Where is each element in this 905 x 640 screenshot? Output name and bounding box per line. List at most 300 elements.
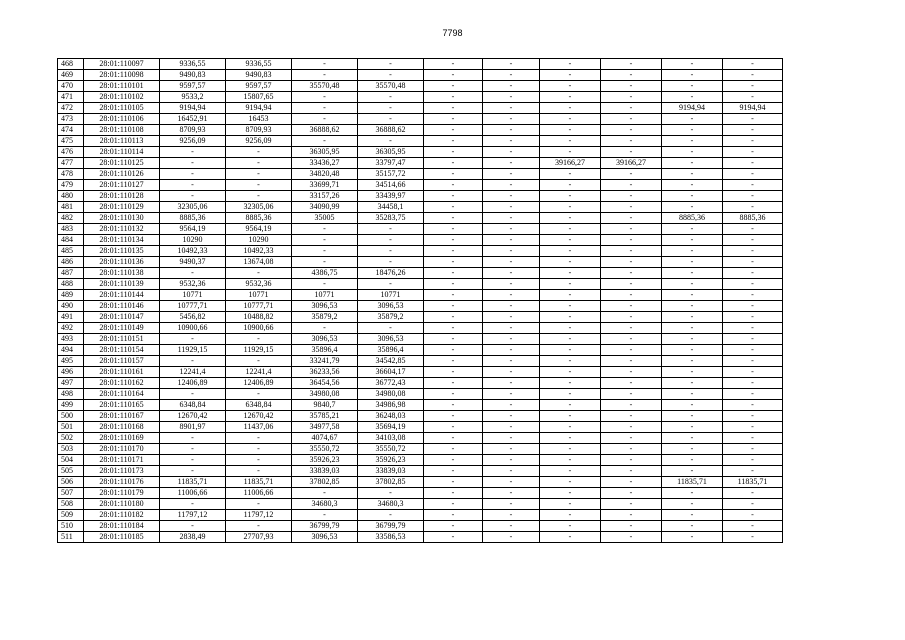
table-cell: 27707,93 <box>226 532 292 543</box>
table-cell: - <box>662 400 723 411</box>
table-cell: - <box>160 389 226 400</box>
table-cell: 37802,85 <box>292 477 358 488</box>
table-cell: - <box>483 521 540 532</box>
table-row <box>58 147 783 158</box>
table-cell: - <box>662 59 723 70</box>
table-cell: - <box>483 323 540 334</box>
table-cell: 10771 <box>226 290 292 301</box>
table-cell: - <box>540 323 601 334</box>
table-cell: - <box>540 455 601 466</box>
table-cell: - <box>601 356 662 367</box>
table-row <box>58 323 783 334</box>
table-cell: - <box>723 59 783 70</box>
table-cell: - <box>601 125 662 136</box>
table-cell: - <box>662 488 723 499</box>
table-cell: 11835,71 <box>226 477 292 488</box>
table-cell: - <box>540 488 601 499</box>
table-cell: 28:01:110138 <box>84 268 160 279</box>
table-cell: - <box>723 367 783 378</box>
table-cell: - <box>424 59 483 70</box>
table-cell: - <box>662 378 723 389</box>
table-cell: - <box>540 147 601 158</box>
table-cell: - <box>358 92 424 103</box>
table-cell: - <box>723 70 783 81</box>
table-cell: 10777,71 <box>160 301 226 312</box>
table-cell: - <box>601 290 662 301</box>
table-cell: - <box>358 235 424 246</box>
table-cell: 9336,55 <box>160 59 226 70</box>
table-cell: 2838,49 <box>160 532 226 543</box>
table-cell: - <box>483 532 540 543</box>
table-cell: - <box>540 268 601 279</box>
table-cell: 507 <box>58 488 84 499</box>
table-cell: - <box>292 136 358 147</box>
table-cell: - <box>483 246 540 257</box>
table-cell: 28:01:110098 <box>84 70 160 81</box>
table-cell: - <box>540 169 601 180</box>
table-cell: 494 <box>58 345 84 356</box>
table-cell: 28:01:110182 <box>84 510 160 521</box>
table-cell: - <box>601 378 662 389</box>
table-cell: 28:01:110147 <box>84 312 160 323</box>
table-cell: - <box>723 466 783 477</box>
table-cell: 28:01:110162 <box>84 378 160 389</box>
table-cell: - <box>540 499 601 510</box>
table-cell: 18476,26 <box>358 268 424 279</box>
table-cell: - <box>540 257 601 268</box>
table-cell: 11797,12 <box>226 510 292 521</box>
table-cell: - <box>483 301 540 312</box>
table-cell: - <box>723 158 783 169</box>
table-cell: - <box>601 169 662 180</box>
table-cell: - <box>662 257 723 268</box>
table-cell: - <box>483 499 540 510</box>
table-cell: - <box>424 488 483 499</box>
table-cell: - <box>601 521 662 532</box>
table-cell: - <box>358 114 424 125</box>
table-cell: 28:01:110161 <box>84 367 160 378</box>
table-cell: - <box>601 301 662 312</box>
table-cell: 28:01:110097 <box>84 59 160 70</box>
table-cell: - <box>601 59 662 70</box>
table-cell: - <box>226 455 292 466</box>
table-cell: 34680,3 <box>358 499 424 510</box>
table-cell: 8709,93 <box>226 125 292 136</box>
table-cell: 34980,08 <box>358 389 424 400</box>
table-cell: - <box>723 147 783 158</box>
table-cell: - <box>540 246 601 257</box>
table-cell: 36799,79 <box>292 521 358 532</box>
table-cell: - <box>662 202 723 213</box>
table-cell: - <box>160 147 226 158</box>
table-cell: - <box>483 411 540 422</box>
table-cell: 9597,57 <box>226 81 292 92</box>
table-cell: - <box>540 103 601 114</box>
table-cell: 479 <box>58 180 84 191</box>
table-cell: 482 <box>58 213 84 224</box>
table-cell: 476 <box>58 147 84 158</box>
table-cell: - <box>601 279 662 290</box>
table-cell: - <box>226 180 292 191</box>
table-cell: - <box>424 378 483 389</box>
table-cell: 28:01:110114 <box>84 147 160 158</box>
table-cell: - <box>662 444 723 455</box>
table-cell: - <box>662 312 723 323</box>
table-cell: - <box>662 521 723 532</box>
table-cell: - <box>723 268 783 279</box>
table-cell: - <box>226 268 292 279</box>
table-cell: 28:01:110132 <box>84 224 160 235</box>
table-cell: - <box>662 235 723 246</box>
table-cell: 35694,19 <box>358 422 424 433</box>
table-cell: 32305,06 <box>226 202 292 213</box>
table-cell: - <box>292 246 358 257</box>
table-cell: 28:01:110106 <box>84 114 160 125</box>
table-cell: - <box>601 180 662 191</box>
table-cell: - <box>424 455 483 466</box>
table-cell: - <box>540 367 601 378</box>
table-cell: - <box>723 169 783 180</box>
table-cell: 33241,79 <box>292 356 358 367</box>
table-cell: 504 <box>58 455 84 466</box>
table-cell: 9256,09 <box>226 136 292 147</box>
table-cell: 503 <box>58 444 84 455</box>
table-cell: - <box>483 367 540 378</box>
table-row <box>58 455 783 466</box>
table-row <box>58 488 783 499</box>
table-cell: - <box>292 257 358 268</box>
table-cell: - <box>292 510 358 521</box>
table-cell: - <box>483 279 540 290</box>
table-cell: 28:01:110164 <box>84 389 160 400</box>
table-cell: - <box>483 213 540 224</box>
table-cell: 8885,36 <box>160 213 226 224</box>
table-cell: - <box>723 136 783 147</box>
table-cell: - <box>424 356 483 367</box>
table-cell: 12670,42 <box>226 411 292 422</box>
table-cell: - <box>358 70 424 81</box>
table-cell: 12670,42 <box>160 411 226 422</box>
table-cell: 9564,19 <box>160 224 226 235</box>
table-cell: 6348,84 <box>226 400 292 411</box>
table-cell: 505 <box>58 466 84 477</box>
table-cell: 28:01:110176 <box>84 477 160 488</box>
table-cell: 28:01:110168 <box>84 422 160 433</box>
table-cell: 483 <box>58 224 84 235</box>
table-cell: - <box>540 224 601 235</box>
table-cell: - <box>540 213 601 224</box>
table-cell: - <box>540 510 601 521</box>
table-cell: 28:01:110105 <box>84 103 160 114</box>
table-cell: 9840,7 <box>292 400 358 411</box>
table-cell: 9597,57 <box>160 81 226 92</box>
table-cell: - <box>601 411 662 422</box>
table-cell: - <box>483 455 540 466</box>
table-cell: 28:01:110135 <box>84 246 160 257</box>
table-cell: 10492,33 <box>226 246 292 257</box>
table-cell: 9194,94 <box>662 103 723 114</box>
table-cell: 501 <box>58 422 84 433</box>
table-cell: - <box>601 70 662 81</box>
table-cell: - <box>723 488 783 499</box>
table-cell: 28:01:110185 <box>84 532 160 543</box>
table-cell: 35283,75 <box>358 213 424 224</box>
table-cell: - <box>424 367 483 378</box>
table-cell: 16452,91 <box>160 114 226 125</box>
table-cell: - <box>601 532 662 543</box>
table-cell: - <box>601 147 662 158</box>
table-cell: - <box>601 488 662 499</box>
table-cell: 10492,33 <box>160 246 226 257</box>
table-cell: - <box>160 158 226 169</box>
table-cell: - <box>662 433 723 444</box>
table-cell: - <box>483 356 540 367</box>
table-cell: 33439,97 <box>358 191 424 202</box>
table-cell: - <box>540 290 601 301</box>
table-cell: - <box>226 191 292 202</box>
table-cell: 28:01:110127 <box>84 180 160 191</box>
table-cell: - <box>160 334 226 345</box>
table-cell: - <box>723 521 783 532</box>
table-cell: 36888,62 <box>358 125 424 136</box>
table-cell: - <box>540 411 601 422</box>
table-cell: - <box>662 158 723 169</box>
table-cell: 490 <box>58 301 84 312</box>
table-cell: 35879,2 <box>358 312 424 323</box>
table-cell: 9490,37 <box>160 257 226 268</box>
table-cell: 496 <box>58 367 84 378</box>
table-cell: - <box>483 224 540 235</box>
table-row <box>58 59 783 70</box>
table-cell: - <box>358 224 424 235</box>
table-cell: - <box>540 389 601 400</box>
table-cell: - <box>540 312 601 323</box>
table-row <box>58 235 783 246</box>
table-cell: - <box>424 389 483 400</box>
table-row <box>58 466 783 477</box>
table-cell: - <box>540 92 601 103</box>
table-cell: - <box>424 224 483 235</box>
table-cell: 3096,53 <box>292 532 358 543</box>
table-row <box>58 213 783 224</box>
table-cell: - <box>662 356 723 367</box>
table-cell: - <box>540 444 601 455</box>
table-cell: 28:01:110144 <box>84 290 160 301</box>
table-cell: - <box>723 334 783 345</box>
table-cell: - <box>358 279 424 290</box>
table-cell: - <box>424 103 483 114</box>
table-cell: - <box>723 246 783 257</box>
table-cell: - <box>160 268 226 279</box>
table-cell: - <box>292 92 358 103</box>
table-cell: - <box>424 521 483 532</box>
table-cell: - <box>424 158 483 169</box>
table-cell: - <box>292 114 358 125</box>
table-cell: - <box>723 257 783 268</box>
table-cell: 474 <box>58 125 84 136</box>
table-cell: - <box>226 147 292 158</box>
table-cell: - <box>662 301 723 312</box>
table-cell: 32305,06 <box>160 202 226 213</box>
table-cell: - <box>723 312 783 323</box>
table-cell: - <box>226 389 292 400</box>
table-cell: 36233,56 <box>292 367 358 378</box>
table-row <box>58 114 783 125</box>
table-cell: - <box>483 488 540 499</box>
table-cell: 11437,06 <box>226 422 292 433</box>
table-cell: - <box>483 59 540 70</box>
table-cell: - <box>424 290 483 301</box>
table-cell: 39166,27 <box>540 158 601 169</box>
table-cell: - <box>483 510 540 521</box>
table-cell: - <box>292 59 358 70</box>
table-cell: 8901,97 <box>160 422 226 433</box>
table-cell: - <box>662 147 723 158</box>
table-cell: 12406,89 <box>160 378 226 389</box>
table-cell: - <box>483 125 540 136</box>
table-cell: 15807,65 <box>226 92 292 103</box>
table-cell: - <box>601 455 662 466</box>
table-cell: - <box>424 466 483 477</box>
table-cell: 509 <box>58 510 84 521</box>
table-cell: 471 <box>58 92 84 103</box>
table-cell: 477 <box>58 158 84 169</box>
table-cell: - <box>601 334 662 345</box>
table-cell: 11835,71 <box>723 477 783 488</box>
table-cell: 28:01:110167 <box>84 411 160 422</box>
table-cell: - <box>160 433 226 444</box>
table-cell: 35157,72 <box>358 169 424 180</box>
table-row <box>58 202 783 213</box>
table-row <box>58 389 783 400</box>
table-row <box>58 92 783 103</box>
table-cell: 3096,53 <box>292 301 358 312</box>
table-cell: - <box>601 235 662 246</box>
table-cell: 10771 <box>160 290 226 301</box>
table-cell: 28:01:110169 <box>84 433 160 444</box>
table-cell: 33436,27 <box>292 158 358 169</box>
table-row <box>58 180 783 191</box>
table-row <box>58 136 783 147</box>
table-cell: 34103,08 <box>358 433 424 444</box>
table-cell: 35926,23 <box>358 455 424 466</box>
table-cell: - <box>540 136 601 147</box>
table-cell: - <box>483 158 540 169</box>
table-cell: - <box>483 70 540 81</box>
table-cell: - <box>601 114 662 125</box>
table-cell: 9256,09 <box>160 136 226 147</box>
table-cell: - <box>540 59 601 70</box>
table-cell: - <box>662 510 723 521</box>
table-cell: - <box>424 70 483 81</box>
table-cell: 35550,72 <box>292 444 358 455</box>
table-cell: - <box>226 169 292 180</box>
table-cell: 10777,71 <box>226 301 292 312</box>
table-cell: 480 <box>58 191 84 202</box>
table-cell: 487 <box>58 268 84 279</box>
table-cell: - <box>540 279 601 290</box>
table-cell: 36772,43 <box>358 378 424 389</box>
table-cell: - <box>662 136 723 147</box>
table-cell: - <box>483 378 540 389</box>
table-cell: - <box>160 191 226 202</box>
table-cell: - <box>226 356 292 367</box>
table-cell: 508 <box>58 499 84 510</box>
table-cell: - <box>601 422 662 433</box>
table-cell: - <box>424 510 483 521</box>
table-cell: 485 <box>58 246 84 257</box>
table-cell: 35005 <box>292 213 358 224</box>
table-cell: 28:01:110157 <box>84 356 160 367</box>
table-cell: - <box>540 532 601 543</box>
table-cell: 33797,47 <box>358 158 424 169</box>
table-cell: - <box>160 356 226 367</box>
table-cell: - <box>424 92 483 103</box>
table-cell: - <box>540 466 601 477</box>
table-cell: - <box>540 125 601 136</box>
table-cell: 3096,53 <box>358 334 424 345</box>
table-cell: 28:01:110139 <box>84 279 160 290</box>
table-cell: 9490,83 <box>226 70 292 81</box>
table-cell: - <box>601 400 662 411</box>
table-cell: - <box>662 169 723 180</box>
table-cell: - <box>601 246 662 257</box>
table-cell: - <box>483 466 540 477</box>
table-cell: 4074,67 <box>292 433 358 444</box>
table-cell: - <box>662 114 723 125</box>
table-cell: - <box>723 455 783 466</box>
table-cell: 9490,83 <box>160 70 226 81</box>
table-cell: - <box>601 433 662 444</box>
table-cell: - <box>662 499 723 510</box>
table-cell: - <box>723 499 783 510</box>
table-cell: - <box>292 224 358 235</box>
table-cell: - <box>483 400 540 411</box>
table-cell: - <box>424 169 483 180</box>
table-cell: - <box>424 433 483 444</box>
table-cell: 484 <box>58 235 84 246</box>
table-cell: 468 <box>58 59 84 70</box>
table-cell: - <box>160 466 226 477</box>
table-cell: - <box>483 147 540 158</box>
table-cell: - <box>601 136 662 147</box>
table-cell: - <box>723 125 783 136</box>
table-cell: - <box>424 213 483 224</box>
table-cell: - <box>662 70 723 81</box>
table-cell: - <box>601 389 662 400</box>
data-table <box>57 58 783 543</box>
table-cell: - <box>662 279 723 290</box>
table-cell: - <box>662 345 723 356</box>
table-cell: 36454,56 <box>292 378 358 389</box>
table-cell: - <box>601 477 662 488</box>
table-cell: 492 <box>58 323 84 334</box>
table-cell: - <box>483 114 540 125</box>
table-cell: - <box>483 477 540 488</box>
table-cell: 28:01:110102 <box>84 92 160 103</box>
table-cell: 8709,93 <box>160 125 226 136</box>
table-row <box>58 400 783 411</box>
table-cell: 28:01:110128 <box>84 191 160 202</box>
table-cell: - <box>601 323 662 334</box>
table-cell: - <box>424 499 483 510</box>
table-cell: - <box>226 334 292 345</box>
table-cell: 9194,94 <box>160 103 226 114</box>
table-row <box>58 532 783 543</box>
table-cell: 481 <box>58 202 84 213</box>
table-cell: 28:01:110146 <box>84 301 160 312</box>
table-cell: 489 <box>58 290 84 301</box>
